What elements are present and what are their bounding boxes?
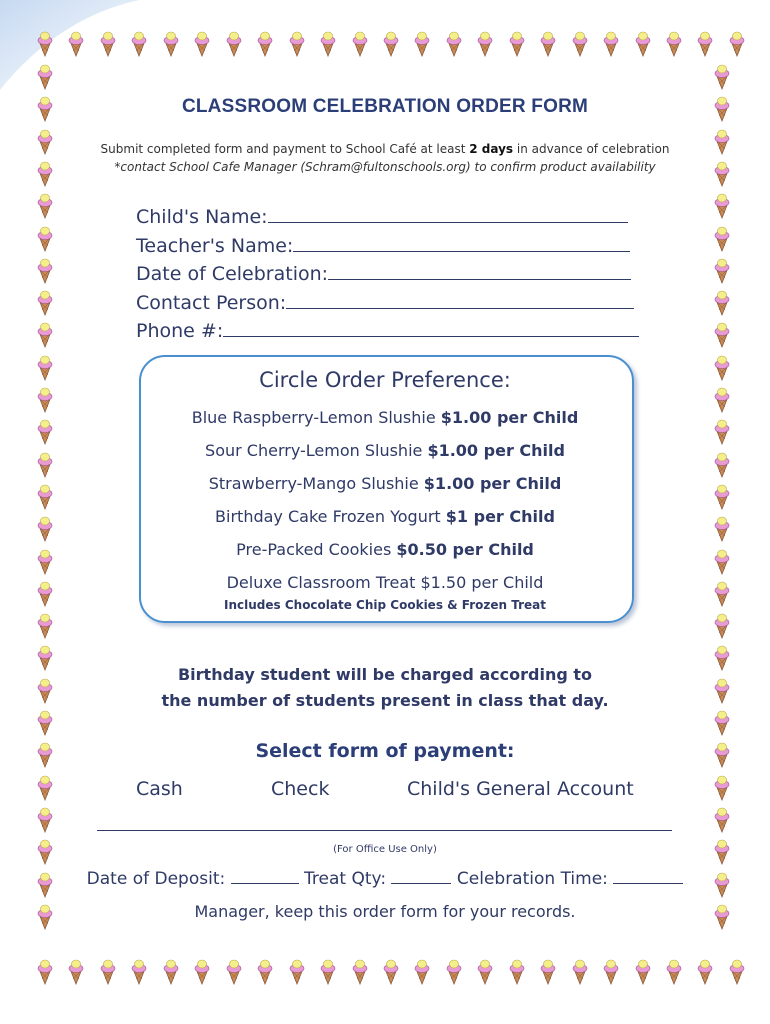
treat-qty-blank[interactable]: [391, 868, 451, 884]
field-blank[interactable]: [268, 203, 628, 223]
item-name: Sour Cherry-Lemon Slushie: [205, 441, 428, 460]
childs-name-field[interactable]: [136, 203, 639, 232]
deposit-date-label: Date of Deposit:: [86, 869, 231, 889]
celebration-time-blank[interactable]: [613, 868, 683, 884]
field-blank[interactable]: [286, 289, 634, 309]
field-blank[interactable]: [328, 260, 631, 280]
manager-note: Manager, keep this order form for your records.: [194, 902, 576, 921]
office-fields: [0, 868, 770, 889]
item-name: Deluxe Classroom Treat: [226, 573, 421, 592]
deposit-date-blank[interactable]: [231, 868, 299, 884]
charge-note-line: the number of students present in class that day.: [161, 691, 609, 710]
contact-note: *contact School Cafe Manager (Schram@fultonschools.org) to confirm product availability: [114, 160, 656, 174]
office-divider: [97, 830, 672, 831]
item-name: Birthday Cake Frozen Yogurt: [215, 507, 446, 526]
instructions-text: Submit completed form and payment to School Café at least: [100, 142, 470, 156]
submission-instructions: [0, 142, 770, 156]
charge-note: [0, 662, 770, 714]
order-preference-title: Circle Order Preference:: [259, 368, 511, 392]
field-label: Phone #:: [136, 320, 224, 342]
field-label: Child's Name:: [136, 206, 268, 228]
payment-option-general-account[interactable]: Child's General Account: [407, 778, 634, 800]
item-name: Pre-Packed Cookies: [236, 540, 397, 559]
field-label: Contact Person:: [136, 291, 287, 314]
order-item-pre-packed-cookies[interactable]: [0, 540, 770, 559]
item-price: $1.00 per Child: [427, 441, 565, 460]
item-price: $1.00 per Child: [423, 474, 562, 493]
field-blank[interactable]: [293, 232, 630, 252]
item-name: Blue Raspberry-Lemon Slushie: [191, 408, 441, 427]
order-item-birthday-cake-yogurt[interactable]: [0, 507, 770, 526]
order-item-deluxe-treat[interactable]: [0, 573, 770, 592]
field-label: Teacher's Name:: [136, 234, 294, 257]
item-price: $1.50 per Child: [420, 573, 544, 592]
field-label: Date of Celebration:: [136, 263, 329, 285]
date-of-celebration-field[interactable]: [136, 260, 639, 289]
deluxe-treat-note: Includes Chocolate Chip Cookies & Frozen Treat: [224, 598, 546, 612]
office-use-label: (For Office Use Only): [333, 844, 437, 855]
payment-title: Select form of payment:: [255, 740, 515, 762]
order-item-blue-raspberry[interactable]: [0, 408, 770, 427]
charge-note-line: Birthday student will be charged according to: [177, 665, 593, 684]
item-name: Strawberry-Mango Slushie: [208, 474, 424, 493]
page-title: CLASSROOM CELEBRATION ORDER FORM: [181, 96, 589, 117]
instructions-text-end: in advance of celebration: [513, 142, 670, 156]
instructions-days: 2 days: [469, 142, 514, 156]
treat-qty-label: Treat Qty:: [298, 869, 392, 889]
contact-person-field[interactable]: [136, 289, 639, 318]
info-fields: [136, 203, 639, 346]
item-price: $1.00 per Child: [440, 408, 579, 427]
celebration-time-label: Celebration Time:: [451, 869, 614, 889]
teachers-name-field[interactable]: [136, 232, 639, 261]
phone-field[interactable]: [136, 317, 639, 346]
order-item-sour-cherry[interactable]: [0, 441, 770, 460]
field-blank[interactable]: [223, 317, 639, 337]
payment-option-cash[interactable]: Cash: [136, 778, 183, 800]
item-price: $0.50 per Child: [396, 540, 534, 559]
payment-option-check[interactable]: Check: [271, 778, 330, 800]
order-item-strawberry-mango[interactable]: [0, 474, 770, 493]
item-price: $1 per Child: [445, 507, 555, 526]
